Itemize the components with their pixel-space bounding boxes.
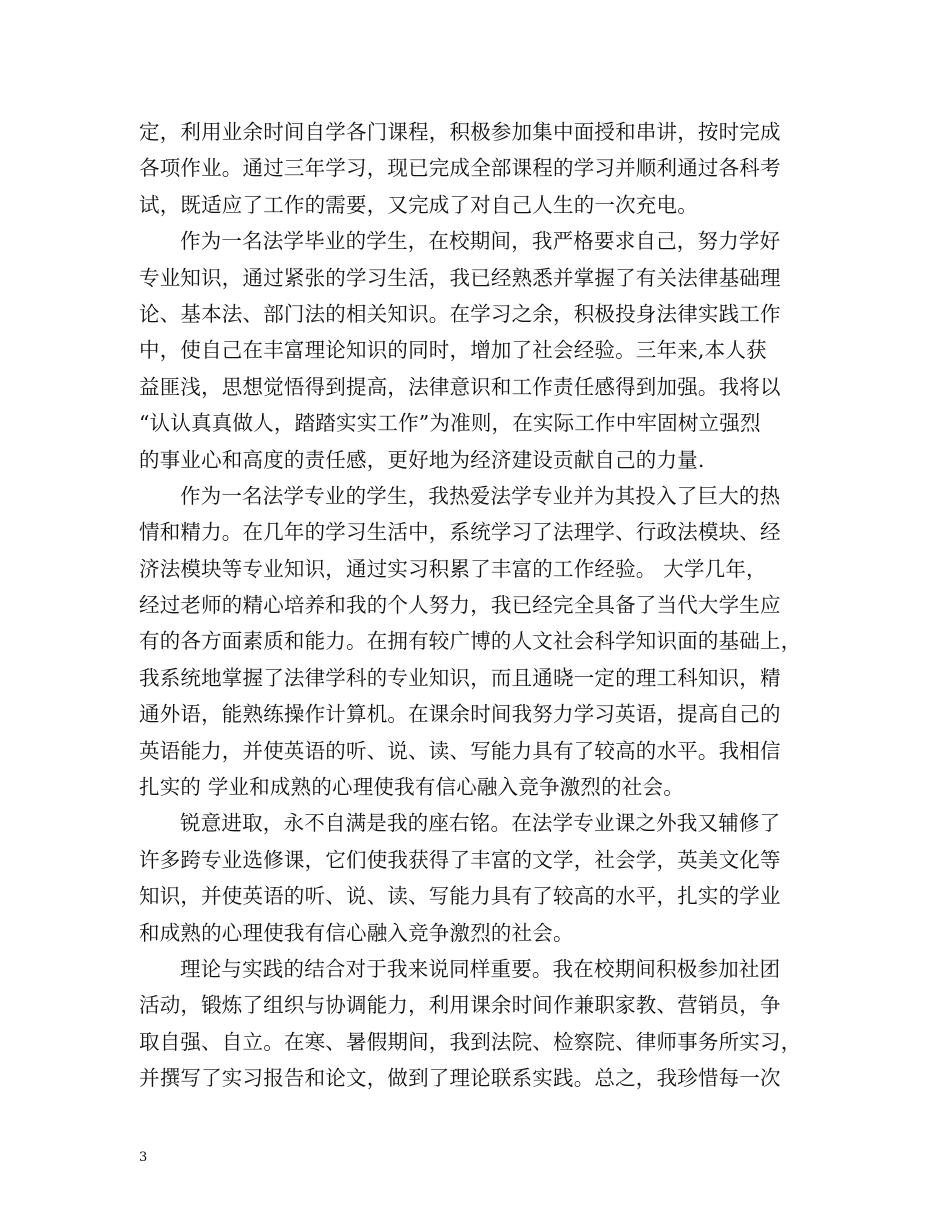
text-line: 我系统地掌握了法律学科的专业知识，而且通晓一定的理工科知识，精 xyxy=(139,665,781,690)
text-line: 和成熟的心理使我有信心融入竞争激烈的社会。 xyxy=(139,920,574,945)
text-line: 有的各方面素质和能力。在拥有较广博的人文社会科学知识面的基础上， xyxy=(139,629,802,654)
text-line: 扎实的 学业和成熟的心理使我有信心融入竞争激烈的社会。 xyxy=(139,775,684,800)
text-line: 作为一名法学毕业的学生，在校期间，我严格要求自己，努力学好 xyxy=(180,229,781,254)
body-text xyxy=(139,114,819,1097)
text-line: 的事业心和高度的责任感，更好地为经济建设贡献自己的力量. xyxy=(139,447,705,472)
text-line: 专业知识，通过紧张的学习生活，我已经熟悉并掌握了有关法律基础理 xyxy=(139,265,781,290)
text-line: 论、基本法、部门法的相关知识。在学习之余，积极投身法律实践工作 xyxy=(139,301,781,326)
text-line: 并撰写了实习报告和论文，做到了理论联系实践。总之，我珍惜每一次 xyxy=(139,1066,781,1091)
text-line: 情和精力。在几年的学习生活中，系统学习了法理学、行政法模块、经 xyxy=(139,520,781,545)
text-line: 各项作业。通过三年学习，现已完成全部课程的学习并顺利通过各科考 xyxy=(139,156,781,181)
page-number: 3 xyxy=(139,1150,148,1165)
text-line: 试，既适应了工作的需要，又完成了对自己人生的一次充电。 xyxy=(139,192,698,217)
text-line: 经过老师的精心培养和我的个人努力，我已经完全具备了当代大学生应 xyxy=(139,593,781,618)
text-line: 英语能力，并使英语的听、说、读、写能力具有了较高的水平。我相信 xyxy=(139,738,781,763)
text-line: 作为一名法学专业的学生，我热爱法学专业并为其投入了巨大的热 xyxy=(180,483,781,508)
text-line: 知识，并使英语的听、说、读、写能力具有了较高的水平，扎实的学业 xyxy=(139,884,781,909)
text-line: 取自强、自立。在寒、暑假期间，我到法院、检察院、律师事务所实习， xyxy=(139,1029,802,1054)
text-line: 济法模块等专业知识，通过实习积累了丰富的工作经验。 大学几年， xyxy=(139,556,767,581)
text-line: 锐意进取，永不自满是我的座右铭。在法学专业课之外我又辅修了 xyxy=(180,811,781,836)
text-line: 益匪浅，思想觉悟得到提高，法律意识和工作责任感得到加强。我将以 xyxy=(139,374,781,399)
text-line: “认认真真做人，踏踏实实工作”为准则，在实际工作中牢固树立强烈 xyxy=(139,411,761,436)
text-line: 通外语，能熟练操作计算机。在课余时间我努力学习英语，提高自己的 xyxy=(139,702,781,727)
text-line: 理论与实践的结合对于我来说同样重要。我在校期间积极参加社团 xyxy=(180,956,781,981)
text-line: 中，使自己在丰富理论知识的同时，增加了社会经验。三年来,本人获 xyxy=(139,338,767,363)
text-line: 定，利用业余时间自学各门课程，积极参加集中面授和串讲，按时完成 xyxy=(139,120,781,144)
text-line: 许多跨专业选修课，它们使我获得了丰富的文学，社会学，英美文化等 xyxy=(139,847,781,872)
text-line: 活动，锻炼了组织与协调能力，利用课余时间作兼职家教、营销员，争 xyxy=(139,993,781,1018)
